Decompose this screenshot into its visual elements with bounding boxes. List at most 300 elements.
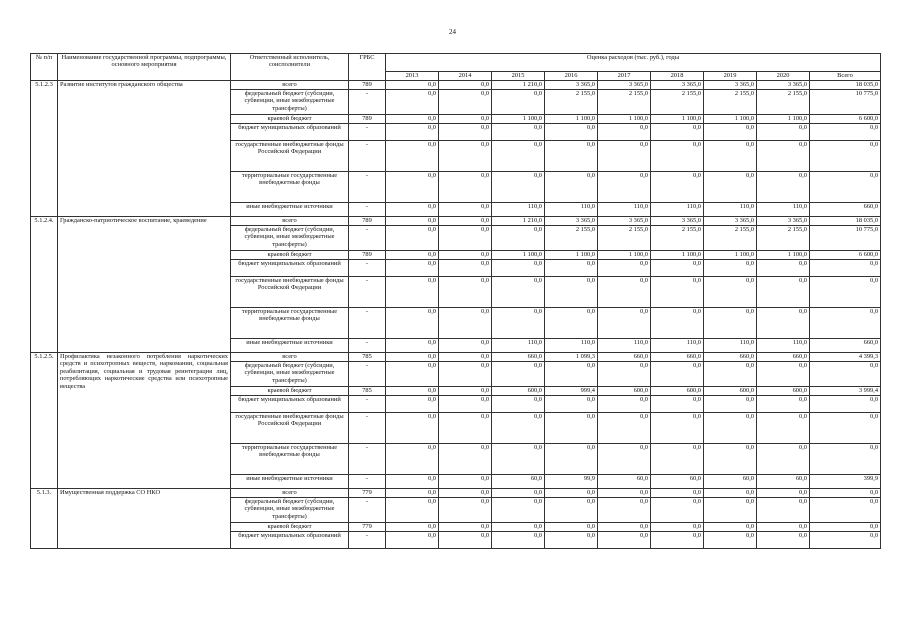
value-cell: 0,0 (704, 277, 757, 308)
value-cell: 0,0 (598, 413, 651, 444)
value-cell: 2 155,0 (598, 90, 651, 115)
value-cell: 0,0 (439, 523, 492, 532)
value-cell: 0,0 (386, 172, 439, 203)
value-cell: 0,0 (386, 498, 439, 523)
value-cell: 0,0 (598, 308, 651, 339)
value-cell: 0,0 (598, 172, 651, 203)
value-cell: 0,0 (439, 260, 492, 277)
value-cell: 0,0 (492, 444, 545, 475)
value-cell: 0,0 (651, 523, 704, 532)
grbs-code: - (349, 90, 386, 115)
value-cell: 0,0 (757, 172, 810, 203)
value-cell: 0,0 (545, 444, 598, 475)
value-cell: 0,0 (439, 251, 492, 260)
source-total: всего (231, 353, 349, 362)
value-total: 0,0 (810, 124, 881, 141)
value-cell: 110,0 (545, 203, 598, 217)
value-cell: 2 155,0 (704, 226, 757, 251)
value-cell: 0,0 (757, 444, 810, 475)
source-municipal: бюджет муниципальных образований (231, 260, 349, 277)
value-cell: 3 365,0 (545, 217, 598, 226)
value-cell: 0,0 (757, 498, 810, 523)
grbs-code: - (349, 339, 386, 353)
year-cell: 2018 (651, 72, 704, 81)
value-total: 0,0 (810, 396, 881, 413)
grbs-code: - (349, 124, 386, 141)
value-cell: 0,0 (598, 444, 651, 475)
year-cell: 2015 (492, 72, 545, 81)
value-cell: 0,0 (545, 260, 598, 277)
year-cell: 2016 (545, 72, 598, 81)
value-cell: 1 210,0 (492, 217, 545, 226)
header-name: Наименование государственной программы, подпрограммы, основного мероприятия (58, 54, 231, 81)
value-cell: 0,0 (704, 124, 757, 141)
value-cell: 0,0 (439, 81, 492, 90)
source-federal: федеральный бюджет (субсидии, субвенции, иные межбюджетные трансферты) (231, 90, 349, 115)
row-number: 5.1.2.3 (31, 81, 58, 217)
value-cell: 0,0 (757, 532, 810, 549)
value-cell: 1 100,0 (545, 115, 598, 124)
value-total: 660,0 (810, 203, 881, 217)
value-cell: 1 100,0 (598, 251, 651, 260)
grbs-code: - (349, 498, 386, 523)
source-regional: краевой бюджет (231, 387, 349, 396)
grbs-code: - (349, 260, 386, 277)
value-cell: 0,0 (651, 260, 704, 277)
value-cell: 0,0 (545, 172, 598, 203)
value-total: 3 999,4 (810, 387, 881, 396)
value-cell: 0,0 (651, 489, 704, 498)
table-row (31, 81, 881, 90)
value-cell: 0,0 (598, 141, 651, 172)
value-cell: 0,0 (598, 498, 651, 523)
value-cell: 0,0 (439, 141, 492, 172)
source-federal: федеральный бюджет (субсидии, субвенции, иные межбюджетные трансферты) (231, 362, 349, 387)
grbs-code: - (349, 277, 386, 308)
source-state-funds: государственные внебюджетные фонды Российской Федерации (231, 141, 349, 172)
table-row (31, 489, 881, 498)
value-cell: 0,0 (492, 226, 545, 251)
value-cell: 110,0 (651, 203, 704, 217)
grbs-code: - (349, 226, 386, 251)
value-cell: 110,0 (492, 203, 545, 217)
value-cell: 0,0 (651, 396, 704, 413)
value-total: 0,0 (810, 532, 881, 549)
grbs-code: - (349, 362, 386, 387)
value-cell: 660,0 (651, 353, 704, 362)
value-cell: 60,0 (598, 475, 651, 489)
value-total: 10 775,0 (810, 90, 881, 115)
value-cell: 0,0 (651, 413, 704, 444)
value-cell: 0,0 (545, 141, 598, 172)
grbs-code: 785 (349, 353, 386, 362)
source-state-funds: государственные внебюджетные фонды Российской Федерации (231, 277, 349, 308)
value-cell: 0,0 (492, 141, 545, 172)
value-total: 4 399,3 (810, 353, 881, 362)
value-cell: 0,0 (386, 353, 439, 362)
expenditure-table (30, 53, 881, 549)
value-cell: 0,0 (439, 444, 492, 475)
grbs-code: 789 (349, 81, 386, 90)
year-cell: 2017 (598, 72, 651, 81)
source-total: всего (231, 81, 349, 90)
header-num: № п/п (31, 54, 58, 81)
grbs-code: 789 (349, 115, 386, 124)
value-cell: 2 155,0 (651, 226, 704, 251)
value-cell: 1 100,0 (757, 115, 810, 124)
value-cell: 0,0 (545, 362, 598, 387)
value-cell: 0,0 (704, 172, 757, 203)
value-cell: 0,0 (439, 353, 492, 362)
value-cell: 0,0 (439, 203, 492, 217)
value-cell: 110,0 (651, 339, 704, 353)
value-cell: 0,0 (439, 115, 492, 124)
value-cell: 0,0 (492, 90, 545, 115)
value-cell: 0,0 (704, 308, 757, 339)
value-cell: 0,0 (757, 141, 810, 172)
value-total: 18 035,0 (810, 81, 881, 90)
header-executor: Ответственный исполнитель, соисполнители (231, 54, 349, 81)
value-cell: 0,0 (598, 396, 651, 413)
value-total: 18 035,0 (810, 217, 881, 226)
table-row (31, 353, 881, 362)
table-row (31, 217, 881, 226)
value-cell: 0,0 (704, 498, 757, 523)
value-cell: 0,0 (651, 277, 704, 308)
value-total: 399,9 (810, 475, 881, 489)
source-territorial-funds: территориальные государственные внебюджетные фонды (231, 172, 349, 203)
value-cell: 0,0 (386, 362, 439, 387)
value-cell: 3 365,0 (545, 81, 598, 90)
row-number: 5.1.3. (31, 489, 58, 549)
value-total: 0,0 (810, 141, 881, 172)
value-cell: 0,0 (545, 532, 598, 549)
value-cell: 0,0 (545, 308, 598, 339)
value-total: 0,0 (810, 362, 881, 387)
value-cell: 1 100,0 (492, 115, 545, 124)
value-cell: 0,0 (439, 532, 492, 549)
program-name: Профилактика незаконного потребления наркотических средств и психотропных веществ, наркомании, социальная реабилитация, социальная и трудовая реинтеграция лиц, потребляющих наркотические средства или психотропные вещества (58, 353, 231, 489)
value-total: 0,0 (810, 260, 881, 277)
value-cell: 0,0 (439, 226, 492, 251)
value-cell: 0,0 (704, 523, 757, 532)
value-cell: 0,0 (439, 339, 492, 353)
value-cell: 110,0 (757, 339, 810, 353)
value-total: 10 775,0 (810, 226, 881, 251)
value-cell: 110,0 (757, 203, 810, 217)
value-cell: 0,0 (386, 81, 439, 90)
value-total: 6 600,0 (810, 251, 881, 260)
value-cell: 0,0 (386, 217, 439, 226)
value-cell: 0,0 (598, 362, 651, 387)
value-cell: 110,0 (704, 339, 757, 353)
grbs-code: 779 (349, 523, 386, 532)
program-name: Гражданско-патриотическое воспитание, краеведение (58, 217, 231, 353)
value-cell: 0,0 (439, 308, 492, 339)
value-cell: 0,0 (439, 362, 492, 387)
value-cell: 0,0 (545, 396, 598, 413)
value-cell: 0,0 (704, 260, 757, 277)
year-cell: 2020 (757, 72, 810, 81)
grbs-code: - (349, 396, 386, 413)
value-cell: 60,0 (651, 475, 704, 489)
value-cell: 3 365,0 (757, 81, 810, 90)
value-cell: 0,0 (492, 413, 545, 444)
value-total: 660,0 (810, 339, 881, 353)
value-cell: 0,0 (651, 444, 704, 475)
source-regional: краевой бюджет (231, 251, 349, 260)
value-cell: 0,0 (386, 387, 439, 396)
value-cell: 0,0 (386, 141, 439, 172)
value-cell: 1 210,0 (492, 81, 545, 90)
value-cell: 0,0 (545, 523, 598, 532)
grbs-code: 789 (349, 217, 386, 226)
value-cell: 3 365,0 (704, 81, 757, 90)
value-cell: 0,0 (439, 172, 492, 203)
value-total: 0,0 (810, 413, 881, 444)
value-cell: 0,0 (386, 90, 439, 115)
value-cell: 0,0 (386, 277, 439, 308)
value-cell: 0,0 (386, 226, 439, 251)
value-cell: 0,0 (439, 277, 492, 308)
value-cell: 0,0 (598, 489, 651, 498)
grbs-code: - (349, 475, 386, 489)
value-cell: 0,0 (545, 124, 598, 141)
value-cell: 0,0 (492, 532, 545, 549)
value-cell: 0,0 (598, 523, 651, 532)
value-cell: 1 100,0 (651, 251, 704, 260)
value-cell: 0,0 (439, 90, 492, 115)
source-other: иные внебюджетные источники (231, 475, 349, 489)
source-municipal: бюджет муниципальных образований (231, 124, 349, 141)
value-cell: 1 099,3 (545, 353, 598, 362)
grbs-code: 789 (349, 251, 386, 260)
program-name: Имущественная поддержка СО НКО (58, 489, 231, 549)
value-cell: 0,0 (598, 277, 651, 308)
value-cell: 0,0 (545, 413, 598, 444)
value-cell: 0,0 (439, 475, 492, 489)
value-total: 0,0 (810, 498, 881, 523)
value-cell: 660,0 (598, 353, 651, 362)
value-cell: 0,0 (757, 277, 810, 308)
value-cell: 1 100,0 (704, 251, 757, 260)
grbs-code: - (349, 308, 386, 339)
value-cell: 1 100,0 (651, 115, 704, 124)
source-other: иные внебюджетные источники (231, 339, 349, 353)
header-row (31, 54, 881, 72)
value-cell: 0,0 (492, 277, 545, 308)
value-cell: 0,0 (386, 489, 439, 498)
value-total: 0,0 (810, 308, 881, 339)
value-cell: 0,0 (492, 172, 545, 203)
page-number: 24 (449, 28, 456, 36)
grbs-code: - (349, 141, 386, 172)
value-cell: 0,0 (704, 532, 757, 549)
value-total: 0,0 (810, 523, 881, 532)
value-cell: 0,0 (598, 532, 651, 549)
value-cell: 0,0 (651, 532, 704, 549)
value-cell: 2 155,0 (651, 90, 704, 115)
grbs-code: - (349, 444, 386, 475)
value-cell: 2 155,0 (545, 226, 598, 251)
value-cell: 0,0 (651, 124, 704, 141)
value-cell: 3 365,0 (651, 81, 704, 90)
value-cell: 0,0 (651, 498, 704, 523)
value-cell: 0,0 (704, 489, 757, 498)
value-cell: 0,0 (598, 124, 651, 141)
value-cell: 660,0 (757, 353, 810, 362)
header-grbs: ГРБС (349, 54, 386, 81)
value-total: 6 600,0 (810, 115, 881, 124)
source-regional: краевой бюджет (231, 115, 349, 124)
source-federal: федеральный бюджет (субсидии, субвенции, иные межбюджетные трансферты) (231, 498, 349, 523)
source-state-funds: государственные внебюджетные фонды Российской Федерации (231, 413, 349, 444)
value-cell: 3 365,0 (651, 217, 704, 226)
value-cell: 660,0 (492, 353, 545, 362)
source-federal: федеральный бюджет (субсидии, субвенции, иные межбюджетные трансферты) (231, 226, 349, 251)
grbs-code: - (349, 413, 386, 444)
value-cell: 600,0 (492, 387, 545, 396)
value-cell: 0,0 (757, 523, 810, 532)
value-cell: 110,0 (598, 203, 651, 217)
value-cell: 0,0 (545, 277, 598, 308)
value-cell: 110,0 (492, 339, 545, 353)
value-total: 0,0 (810, 489, 881, 498)
value-cell: 110,0 (598, 339, 651, 353)
year-cell: Всего (810, 72, 881, 81)
grbs-code: - (349, 203, 386, 217)
row-number: 5.1.2.4. (31, 217, 58, 353)
value-cell: 600,0 (598, 387, 651, 396)
value-cell: 660,0 (704, 353, 757, 362)
value-cell: 0,0 (545, 489, 598, 498)
grbs-code: - (349, 172, 386, 203)
value-total: 0,0 (810, 444, 881, 475)
value-cell: 0,0 (439, 124, 492, 141)
value-cell: 1 100,0 (545, 251, 598, 260)
value-cell: 0,0 (492, 396, 545, 413)
value-cell: 0,0 (704, 362, 757, 387)
value-cell: 0,0 (386, 339, 439, 353)
value-cell: 0,0 (757, 124, 810, 141)
source-territorial-funds: территориальные государственные внебюджетные фонды (231, 444, 349, 475)
value-cell: 0,0 (386, 124, 439, 141)
value-cell: 1 100,0 (598, 115, 651, 124)
value-cell: 0,0 (757, 362, 810, 387)
year-cell: 2013 (386, 72, 439, 81)
grbs-code: 785 (349, 387, 386, 396)
value-cell: 0,0 (439, 498, 492, 523)
value-cell: 0,0 (439, 413, 492, 444)
value-cell: 0,0 (386, 444, 439, 475)
value-cell: 3 365,0 (598, 217, 651, 226)
source-total: всего (231, 217, 349, 226)
value-cell: 0,0 (439, 387, 492, 396)
grbs-code: - (349, 532, 386, 549)
value-cell: 0,0 (757, 396, 810, 413)
value-cell: 3 365,0 (757, 217, 810, 226)
value-cell: 0,0 (704, 413, 757, 444)
source-municipal: бюджет муниципальных образований (231, 396, 349, 413)
source-municipal: бюджет муниципальных образований (231, 532, 349, 549)
value-cell: 0,0 (757, 413, 810, 444)
value-cell: 0,0 (492, 498, 545, 523)
value-cell: 0,0 (651, 172, 704, 203)
value-cell: 1 100,0 (704, 115, 757, 124)
value-cell: 60,0 (757, 475, 810, 489)
header-cost: Оценка расходов (тыс. руб.), годы (386, 54, 881, 72)
value-cell: 1 100,0 (757, 251, 810, 260)
value-cell: 3 365,0 (598, 81, 651, 90)
value-cell: 0,0 (704, 444, 757, 475)
value-cell: 2 155,0 (598, 226, 651, 251)
value-cell: 0,0 (386, 523, 439, 532)
value-cell: 0,0 (386, 308, 439, 339)
value-cell: 2 155,0 (704, 90, 757, 115)
value-cell: 0,0 (757, 260, 810, 277)
value-cell: 0,0 (439, 489, 492, 498)
value-cell: 110,0 (704, 203, 757, 217)
source-total: всего (231, 489, 349, 498)
value-cell: 99,9 (545, 475, 598, 489)
source-territorial-funds: территориальные государственные внебюджетные фонды (231, 308, 349, 339)
value-cell: 60,0 (492, 475, 545, 489)
value-cell: 0,0 (386, 532, 439, 549)
value-total: 0,0 (810, 277, 881, 308)
value-cell: 0,0 (651, 308, 704, 339)
value-cell: 0,0 (492, 260, 545, 277)
value-cell: 0,0 (492, 362, 545, 387)
value-cell: 2 155,0 (545, 90, 598, 115)
value-cell: 600,0 (757, 387, 810, 396)
source-other: иные внебюджетные источники (231, 203, 349, 217)
value-cell: 0,0 (651, 141, 704, 172)
grbs-code: 779 (349, 489, 386, 498)
value-cell: 2 155,0 (757, 226, 810, 251)
value-cell: 0,0 (492, 523, 545, 532)
value-cell: 0,0 (386, 396, 439, 413)
value-cell: 60,0 (704, 475, 757, 489)
value-cell: 110,0 (545, 339, 598, 353)
value-cell: 0,0 (492, 489, 545, 498)
value-cell: 0,0 (704, 396, 757, 413)
program-name: Развитие институтов гражданского общества (58, 81, 231, 217)
year-cell: 2019 (704, 72, 757, 81)
value-cell: 0,0 (757, 308, 810, 339)
value-cell: 0,0 (651, 362, 704, 387)
value-cell: 0,0 (704, 141, 757, 172)
value-cell: 3 365,0 (704, 217, 757, 226)
value-cell: 0,0 (386, 260, 439, 277)
value-cell: 0,0 (757, 489, 810, 498)
value-cell: 0,0 (386, 115, 439, 124)
value-cell: 0,0 (492, 308, 545, 339)
year-cell: 2014 (439, 72, 492, 81)
value-cell: 0,0 (386, 203, 439, 217)
value-cell: 600,0 (651, 387, 704, 396)
value-cell: 0,0 (598, 260, 651, 277)
value-cell: 0,0 (492, 124, 545, 141)
row-number: 5.1.2.5. (31, 353, 58, 489)
value-cell: 0,0 (386, 413, 439, 444)
value-cell: 1 100,0 (492, 251, 545, 260)
value-cell: 2 155,0 (757, 90, 810, 115)
value-cell: 0,0 (386, 475, 439, 489)
value-cell: 0,0 (439, 396, 492, 413)
value-total: 0,0 (810, 172, 881, 203)
value-cell: 0,0 (386, 251, 439, 260)
value-cell: 0,0 (545, 498, 598, 523)
